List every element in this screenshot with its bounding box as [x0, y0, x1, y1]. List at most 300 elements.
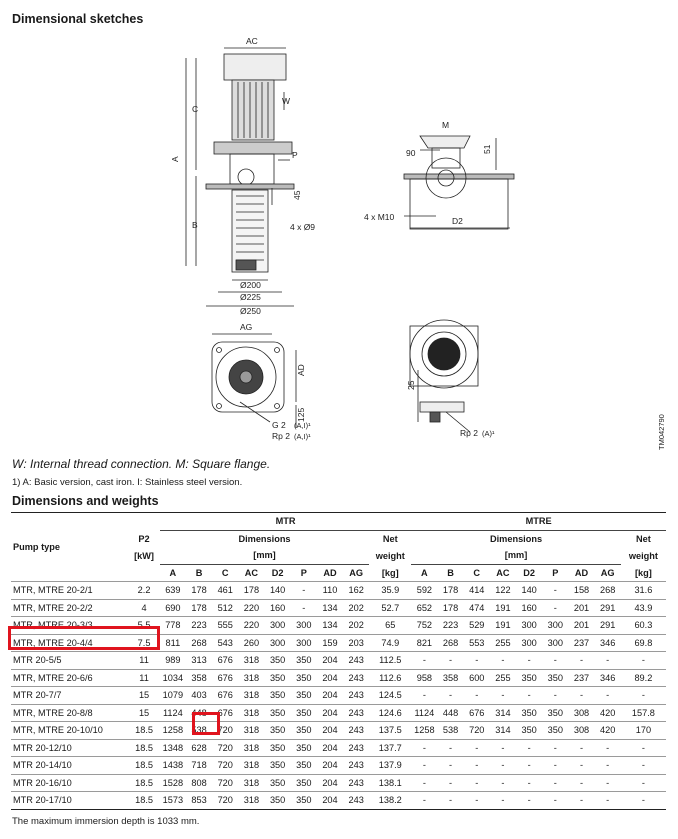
mtr-value-cell: 720: [212, 757, 238, 775]
mtre-value-cell: 255: [490, 634, 516, 652]
mtre-col-d2: D2: [523, 567, 535, 578]
mtr-value-cell: 808: [186, 774, 212, 792]
mtr-value-cell: 461: [212, 582, 238, 600]
mtre-value-cell: -: [542, 582, 568, 600]
mtr-value-cell: 358: [186, 669, 212, 687]
mtr-value-cell: 350: [291, 774, 317, 792]
mtr-value-cell: 204: [317, 652, 343, 670]
label-g2: G 2: [272, 420, 286, 430]
mtr-dimensions-unit: [mm]: [160, 547, 370, 564]
mtr-value-cell: 204: [317, 687, 343, 705]
mtr-value-cell: 676: [212, 704, 238, 722]
p2-cell: 15: [128, 704, 159, 722]
mtre-value-cell: 350: [516, 722, 542, 740]
label-90: 90: [406, 148, 416, 158]
mtre-value-cell: -: [568, 739, 594, 757]
mtr-value-cell: 778: [160, 617, 186, 635]
dimensions-table: [11, 512, 666, 810]
mtre-value-cell: 69.8: [621, 634, 666, 652]
mtr-value-cell: 313: [186, 652, 212, 670]
mtr-value-cell: 178: [186, 599, 212, 617]
mtre-value-cell: 538: [437, 722, 463, 740]
mtr-value-cell: 268: [186, 634, 212, 652]
mtr-value-cell: 350: [265, 757, 291, 775]
mtr-value-cell: 989: [160, 652, 186, 670]
table-row: [11, 669, 666, 687]
mtr-col-ad: AD: [323, 567, 337, 578]
mtre-value-cell: -: [595, 652, 621, 670]
mtre-value-cell: 170: [621, 722, 666, 740]
label-d200: Ø200: [240, 280, 261, 290]
mtre-value-cell: -: [595, 687, 621, 705]
mtr-value-cell: 138.2: [369, 792, 411, 810]
table-row: [11, 687, 666, 705]
mtre-value-cell: 300: [516, 634, 542, 652]
mtr-value-cell: 260: [238, 634, 264, 652]
mtr-value-cell: 720: [212, 722, 238, 740]
mtre-value-cell: 474: [464, 599, 490, 617]
mtre-value-cell: 821: [411, 634, 437, 652]
mtr-dimensions-header: Dimensions: [238, 533, 291, 544]
mtr-value-cell: 204: [317, 722, 343, 740]
mtr-value-cell: 243: [343, 792, 369, 810]
table-row: [11, 599, 666, 617]
label-p: P: [292, 150, 298, 160]
mtr-value-cell: 690: [160, 599, 186, 617]
mtr-value-cell: 350: [291, 757, 317, 775]
pump-type-header: Pump type: [13, 542, 60, 552]
mtre-value-cell: -: [542, 687, 568, 705]
mtre-value-cell: -: [490, 757, 516, 775]
mtre-value-cell: 300: [542, 617, 568, 635]
mtre-value-cell: -: [437, 739, 463, 757]
mtre-col-a: A: [421, 567, 428, 578]
mtre-value-cell: -: [464, 652, 490, 670]
mtre-value-cell: -: [621, 652, 666, 670]
mtr-value-cell: 243: [343, 669, 369, 687]
mtr-value-cell: 318: [238, 704, 264, 722]
mtre-value-cell: 350: [516, 669, 542, 687]
mtr-value-cell: 220: [238, 617, 264, 635]
mtre-value-cell: -: [542, 774, 568, 792]
mtr-value-cell: 300: [265, 617, 291, 635]
mtre-col-ag: AG: [600, 567, 615, 578]
mtre-value-cell: 237: [568, 634, 594, 652]
mtre-value-cell: 350: [542, 704, 568, 722]
mtre-value-cell: -: [621, 757, 666, 775]
mtr-value-cell: 318: [238, 774, 264, 792]
mtr-value-cell: 1124: [160, 704, 186, 722]
mtre-value-cell: -: [490, 774, 516, 792]
mtr-value-cell: 204: [317, 669, 343, 687]
mtre-value-cell: -: [595, 757, 621, 775]
mtre-value-cell: 291: [595, 599, 621, 617]
mtre-value-cell: -: [516, 774, 542, 792]
mtre-value-cell: 157.8: [621, 704, 666, 722]
version-footnote: 1) A: Basic version, cast iron. I: Stainless steel version.: [12, 477, 243, 488]
p2-unit: [kW]: [134, 550, 154, 561]
mtr-col-p: P: [300, 567, 307, 578]
mtr-value-cell: 350: [265, 687, 291, 705]
mtre-value-cell: 268: [595, 582, 621, 600]
mtre-col-b: B: [447, 567, 454, 578]
mtre-value-cell: 191: [490, 617, 516, 635]
sketch-caption: W: Internal thread connection. M: Square flange.: [12, 457, 271, 471]
mtr-value-cell: 134: [317, 617, 343, 635]
label-51: 51: [482, 144, 492, 154]
mtr-value-cell: 811: [160, 634, 186, 652]
mtr-value-cell: 1034: [160, 669, 186, 687]
mtre-value-cell: 300: [516, 617, 542, 635]
mtr-value-cell: 124.5: [369, 687, 411, 705]
mtre-value-cell: 314: [490, 722, 516, 740]
mtre-value-cell: -: [437, 652, 463, 670]
mtr-value-cell: 204: [317, 792, 343, 810]
mtr-value-cell: 112.5: [369, 652, 411, 670]
mtr-net-unit: [kg]: [381, 567, 399, 578]
mtre-value-cell: 291: [595, 617, 621, 635]
mtre-value-cell: -: [542, 739, 568, 757]
mtre-value-cell: 255: [490, 669, 516, 687]
mtr-value-cell: 202: [343, 599, 369, 617]
mtre-value-cell: -: [516, 757, 542, 775]
pump-type-cell: MTR, MTRE 20-3/3: [11, 617, 128, 635]
mtre-value-cell: 592: [411, 582, 437, 600]
mtre-value-cell: -: [568, 792, 594, 810]
mtre-value-cell: 300: [542, 634, 568, 652]
mtr-value-cell: 676: [212, 652, 238, 670]
mtre-value-cell: 1124: [411, 704, 437, 722]
mtr-col-d2: D2: [271, 567, 284, 578]
mtr-value-cell: 720: [212, 774, 238, 792]
table-row: [11, 792, 666, 810]
label-d2: D2: [452, 216, 463, 226]
pump-type-cell: MTR, MTRE 20-2/1: [11, 582, 128, 600]
mtre-value-cell: 60.3: [621, 617, 666, 635]
mtre-value-cell: -: [516, 652, 542, 670]
mtr-value-cell: 448: [186, 704, 212, 722]
label-125: 125: [296, 407, 306, 422]
label-m10: 4 x M10: [364, 212, 395, 222]
mtre-value-cell: 201: [568, 599, 594, 617]
mtre-col-c: C: [473, 567, 481, 578]
mtr-value-cell: 350: [265, 739, 291, 757]
mtre-value-cell: -: [464, 774, 490, 792]
mtr-value-cell: 160: [265, 599, 291, 617]
p2-cell: 18.5: [128, 739, 159, 757]
mtre-value-cell: 720: [464, 722, 490, 740]
mtre-value-cell: 308: [568, 704, 594, 722]
mtr-value-cell: 159: [317, 634, 343, 652]
mtr-value-cell: 137.7: [369, 739, 411, 757]
mtre-dimensions-unit: [mm]: [411, 547, 621, 564]
mtr-value-cell: 140: [265, 582, 291, 600]
mtre-value-cell: -: [437, 757, 463, 775]
mtre-net-header-2: weight: [628, 550, 658, 561]
label-rp2-b-variant: (A)¹: [482, 429, 495, 438]
mtr-value-cell: 243: [343, 652, 369, 670]
mtr-value-cell: 350: [265, 669, 291, 687]
mtr-col-ag: AG: [349, 567, 364, 578]
mtre-value-cell: 43.9: [621, 599, 666, 617]
mtr-value-cell: 853: [186, 792, 212, 810]
mtre-col-ac: AC: [496, 567, 510, 578]
mtr-value-cell: -: [291, 599, 317, 617]
mtre-value-cell: -: [464, 757, 490, 775]
highlight-cell-538: [192, 712, 220, 735]
mtr-value-cell: 318: [238, 669, 264, 687]
p2-cell: 18.5: [128, 757, 159, 775]
mtr-value-cell: 65: [369, 617, 411, 635]
mtr-value-cell: 318: [238, 792, 264, 810]
mtre-value-cell: 553: [464, 634, 490, 652]
mtr-value-cell: 350: [265, 792, 291, 810]
mtr-value-cell: 718: [186, 757, 212, 775]
mtr-value-cell: 350: [291, 739, 317, 757]
p2-cell: 18.5: [128, 722, 159, 740]
mtr-value-cell: -: [291, 582, 317, 600]
mtre-value-cell: 268: [437, 634, 463, 652]
mtr-value-cell: 350: [291, 652, 317, 670]
mtr-value-cell: 138.1: [369, 774, 411, 792]
mtr-value-cell: 1258: [160, 722, 186, 740]
mtre-value-cell: 178: [437, 582, 463, 600]
mtr-value-cell: 204: [317, 774, 343, 792]
mtre-value-cell: -: [411, 792, 437, 810]
mtre-value-cell: -: [411, 757, 437, 775]
label-ag: AG: [240, 322, 253, 332]
table-row: [11, 739, 666, 757]
mtre-value-cell: -: [490, 792, 516, 810]
mtre-col-ad: AD: [574, 567, 589, 578]
table-row: [11, 652, 666, 670]
label-rp2: Rp 2: [272, 431, 290, 441]
mtre-value-cell: 600: [464, 669, 490, 687]
highlight-row-20-4-4: [8, 626, 160, 650]
mtre-value-cell: 414: [464, 582, 490, 600]
mtr-col-c: C: [221, 567, 229, 578]
mtr-value-cell: 403: [186, 687, 212, 705]
mtr-value-cell: 639: [160, 582, 186, 600]
mtre-value-cell: 529: [464, 617, 490, 635]
mtre-value-cell: 958: [411, 669, 437, 687]
mtre-value-cell: 420: [595, 704, 621, 722]
mtre-value-cell: 1258: [411, 722, 437, 740]
label-rp2-b: Rp 2: [460, 428, 478, 438]
pump-type-cell: MTR, MTRE 20-6/6: [11, 669, 128, 687]
mtr-value-cell: 350: [291, 722, 317, 740]
p2-cell: 7.5: [128, 634, 159, 652]
mtre-value-cell: -: [621, 739, 666, 757]
mtr-value-cell: 318: [238, 652, 264, 670]
mtre-value-cell: 122: [490, 582, 516, 600]
mtr-value-cell: 1528: [160, 774, 186, 792]
section-heading-dimensions: Dimensions and weights: [12, 494, 159, 508]
label-d225: Ø225: [240, 292, 261, 302]
mtre-value-cell: -: [411, 687, 437, 705]
mtre-value-cell: 223: [437, 617, 463, 635]
mtre-value-cell: 178: [437, 599, 463, 617]
mtr-value-cell: 628: [186, 739, 212, 757]
mtr-value-cell: 204: [317, 739, 343, 757]
mtre-value-cell: -: [490, 739, 516, 757]
mtre-value-cell: -: [464, 687, 490, 705]
mtre-value-cell: -: [542, 599, 568, 617]
mtr-value-cell: 243: [343, 757, 369, 775]
mtre-value-cell: -: [464, 739, 490, 757]
mtre-value-cell: -: [464, 792, 490, 810]
section-heading-sketches: Dimensional sketches: [12, 12, 144, 26]
group-mtre-header: MTRE: [411, 513, 666, 531]
mtre-value-cell: -: [437, 774, 463, 792]
mtr-value-cell: 204: [317, 757, 343, 775]
pump-type-cell: MTR 20-17/10: [11, 792, 128, 810]
label-w: W: [282, 96, 291, 106]
mtr-value-cell: 538: [186, 722, 212, 740]
pump-type-cell: MTR 20-7/7: [11, 687, 128, 705]
pump-type-cell: MTR, MTRE 20-10/10: [11, 722, 128, 740]
mtr-value-cell: 350: [265, 652, 291, 670]
p2-cell: 2.2: [128, 582, 159, 600]
mtr-value-cell: 223: [186, 617, 212, 635]
mtre-value-cell: 752: [411, 617, 437, 635]
p2-cell: 18.5: [128, 774, 159, 792]
mtr-net-header-2: weight: [375, 550, 405, 561]
table-row: [11, 704, 666, 722]
mtre-dimensions-header: Dimensions: [489, 533, 543, 544]
mtr-value-cell: 124.6: [369, 704, 411, 722]
mtre-value-cell: 350: [542, 722, 568, 740]
mtre-value-cell: 314: [490, 704, 516, 722]
mtr-value-cell: 112.6: [369, 669, 411, 687]
mtre-value-cell: -: [516, 739, 542, 757]
mtr-value-cell: 204: [317, 704, 343, 722]
mtr-col-ac: AC: [244, 567, 259, 578]
mtr-value-cell: 243: [343, 722, 369, 740]
mtre-value-cell: -: [542, 652, 568, 670]
mtr-value-cell: 350: [291, 669, 317, 687]
pump-type-cell: MTR 20-14/10: [11, 757, 128, 775]
mtre-value-cell: 676: [464, 704, 490, 722]
p2-header: P2: [138, 533, 150, 544]
mtre-value-cell: -: [568, 687, 594, 705]
mtr-col-b: B: [195, 567, 203, 578]
mtr-col-a: A: [169, 567, 177, 578]
mtre-value-cell: 350: [542, 669, 568, 687]
label-a: A: [170, 156, 180, 162]
mtre-value-cell: -: [595, 739, 621, 757]
mtr-value-cell: 137.5: [369, 722, 411, 740]
mtre-value-cell: -: [568, 774, 594, 792]
mtr-value-cell: 350: [265, 722, 291, 740]
mtre-value-cell: -: [490, 687, 516, 705]
mtre-value-cell: 358: [437, 669, 463, 687]
mtr-value-cell: 350: [265, 774, 291, 792]
p2-cell: 15: [128, 687, 159, 705]
mtr-value-cell: 720: [212, 739, 238, 757]
label-ad: AD: [296, 364, 306, 376]
mtre-net-unit: [kg]: [634, 567, 652, 578]
mtr-value-cell: 676: [212, 687, 238, 705]
mtr-value-cell: 52.7: [369, 599, 411, 617]
mtre-value-cell: -: [621, 687, 666, 705]
label-25: 25: [406, 380, 416, 390]
mtr-value-cell: 1079: [160, 687, 186, 705]
mtre-value-cell: -: [621, 792, 666, 810]
mtre-value-cell: -: [595, 792, 621, 810]
mtr-value-cell: 300: [291, 634, 317, 652]
pump-type-cell: MTR 20-16/10: [11, 774, 128, 792]
mtre-col-p: P: [552, 567, 559, 578]
mtre-value-cell: 346: [595, 669, 621, 687]
mtre-value-cell: 346: [595, 634, 621, 652]
mtr-value-cell: 512: [212, 599, 238, 617]
mtr-value-cell: 243: [343, 704, 369, 722]
table-row: [11, 722, 666, 740]
mtre-value-cell: -: [516, 687, 542, 705]
label-45: 45: [292, 190, 302, 200]
mtre-value-cell: -: [568, 757, 594, 775]
mtr-value-cell: 1438: [160, 757, 186, 775]
mtr-value-cell: 110: [317, 582, 343, 600]
mtre-value-cell: -: [516, 792, 542, 810]
mtre-value-cell: -: [568, 652, 594, 670]
mtr-value-cell: 300: [291, 617, 317, 635]
drawing-id: TM042790: [657, 414, 666, 450]
pump-type-cell: MTR, MTRE 20-2/2: [11, 599, 128, 617]
mtre-value-cell: -: [490, 652, 516, 670]
mtr-value-cell: 202: [343, 617, 369, 635]
mtre-value-cell: 191: [490, 599, 516, 617]
mtre-value-cell: -: [411, 774, 437, 792]
mtre-value-cell: 140: [516, 582, 542, 600]
mtre-value-cell: 308: [568, 722, 594, 740]
dimensional-sketches: [0, 30, 678, 455]
mtre-value-cell: 201: [568, 617, 594, 635]
mtr-value-cell: 350: [291, 687, 317, 705]
pump-type-cell: MTR 20-12/10: [11, 739, 128, 757]
p2-cell: 18.5: [128, 792, 159, 810]
group-mtr-header: MTR: [160, 513, 412, 531]
mtr-value-cell: 162: [343, 582, 369, 600]
mtre-value-cell: -: [542, 792, 568, 810]
mtre-value-cell: 652: [411, 599, 437, 617]
pump-type-cell: MTR 20-5/5: [11, 652, 128, 670]
mtr-value-cell: 220: [238, 599, 264, 617]
label-g2-variant: (A,I)¹: [294, 421, 311, 430]
mtre-value-cell: -: [595, 774, 621, 792]
mtre-value-cell: -: [542, 757, 568, 775]
label-d250: Ø250: [240, 306, 261, 316]
label-holes: 4 x Ø9: [290, 222, 316, 232]
mtre-value-cell: -: [411, 739, 437, 757]
mtre-value-cell: 160: [516, 599, 542, 617]
mtr-value-cell: 243: [343, 774, 369, 792]
mtr-value-cell: 1573: [160, 792, 186, 810]
table-row: [11, 582, 666, 600]
mtr-value-cell: 555: [212, 617, 238, 635]
mtr-value-cell: 178: [238, 582, 264, 600]
label-rp2-variant: (A,I)¹: [294, 432, 311, 441]
mtr-value-cell: 35.9: [369, 582, 411, 600]
table-row: [11, 774, 666, 792]
mtre-value-cell: -: [411, 652, 437, 670]
label-c: C: [192, 104, 199, 114]
mtr-value-cell: 318: [238, 739, 264, 757]
mtr-value-cell: 178: [186, 582, 212, 600]
mtr-value-cell: 243: [343, 687, 369, 705]
mtr-value-cell: 350: [291, 792, 317, 810]
